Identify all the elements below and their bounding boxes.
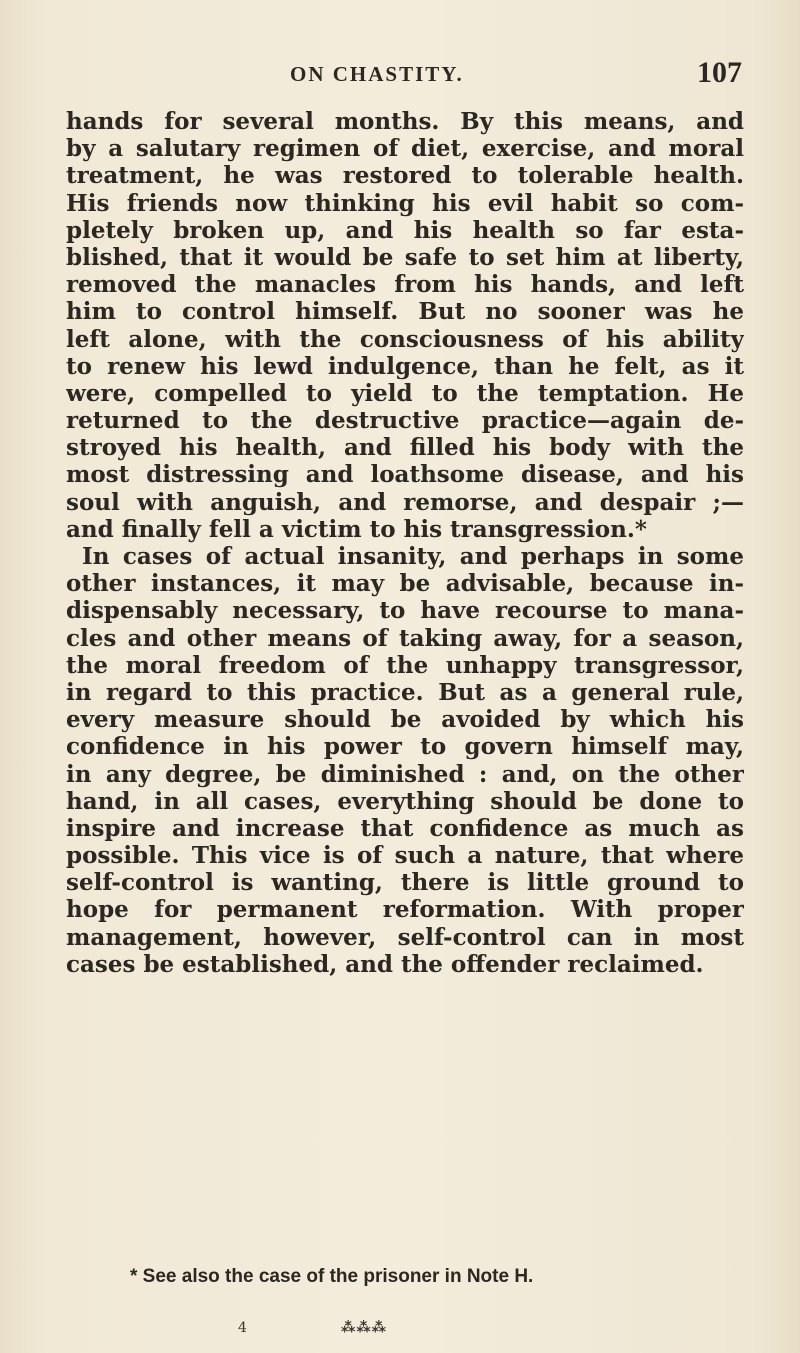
text-line: confidence in his power to govern himself may, — [66, 733, 744, 761]
ornament-mark: 4 — [238, 1320, 247, 1336]
text-line: cles and other means of taking away, for a season, — [66, 624, 744, 652]
text-line: stroyed his health, and filled his body with the — [66, 434, 744, 462]
text-line: self-control is wanting, there is little ground to — [66, 869, 744, 897]
text-line: in regard to this practice. But as a general rule, — [66, 678, 744, 706]
text-line: to renew his lewd indulgence, than he felt, as it — [66, 352, 744, 380]
running-head: ON CHASTITY. — [290, 62, 464, 86]
text-line: most distressing and loathsome disease, and his — [66, 461, 744, 489]
footnote: * See also the case of the prisoner in Note H. — [130, 1266, 534, 1287]
text-line: removed the manacles from his hands, and left — [66, 271, 744, 299]
text-line: the moral freedom of the unhappy transgressor, — [66, 651, 744, 679]
text-line: possible. This vice is of such a nature, that where — [66, 842, 744, 870]
ornament-rule: ⁂⁂⁂ — [341, 1320, 387, 1336]
text-line: other instances, it may be advisable, because in- — [66, 570, 744, 598]
text-line: him to control himself. But no sooner was he — [66, 298, 744, 326]
text-line: cases be established, and the offender reclaimed. — [66, 950, 704, 978]
text-line: hands for several months. By this means, and — [66, 108, 744, 135]
text-line: hope for permanent reformation. With proper — [66, 896, 744, 924]
text-line: soul with anguish, and remorse, and despair ;— — [66, 488, 744, 516]
text-line: were, compelled to yield to the temptation. He — [66, 379, 744, 407]
text-line: hand, in all cases, everything should be done to — [66, 787, 744, 815]
text-line: pletely broken up, and his health so far esta- — [66, 216, 744, 244]
text-line: blished, that it would be safe to set him at liberty, — [66, 243, 744, 271]
text-line: every measure should be avoided by which his — [66, 706, 744, 734]
body-text — [66, 108, 744, 978]
text-line: His friends now thinking his evil habit so com- — [66, 189, 744, 217]
text-line: left alone, with the consciousness of his ability — [66, 325, 744, 353]
text-line: in any degree, be diminished : and, on the other — [66, 760, 744, 788]
text-line: dispensably necessary, to have recourse to mana- — [66, 597, 744, 625]
text-line: management, however, self-control can in most — [66, 923, 744, 951]
text-line: by a salutary regimen of diet, exercise, and moral — [66, 135, 744, 163]
text-line: and finally fell a victim to his transgression.* — [66, 515, 647, 543]
text-line: returned to the destructive practice—again de- — [66, 407, 744, 435]
text-line: In cases of actual insanity, and perhaps in some — [82, 543, 744, 570]
text-line: treatment, he was restored to tolerable health. — [66, 162, 744, 190]
text-line: inspire and increase that confidence as much as — [66, 814, 744, 842]
page-number: 107 — [697, 56, 742, 89]
